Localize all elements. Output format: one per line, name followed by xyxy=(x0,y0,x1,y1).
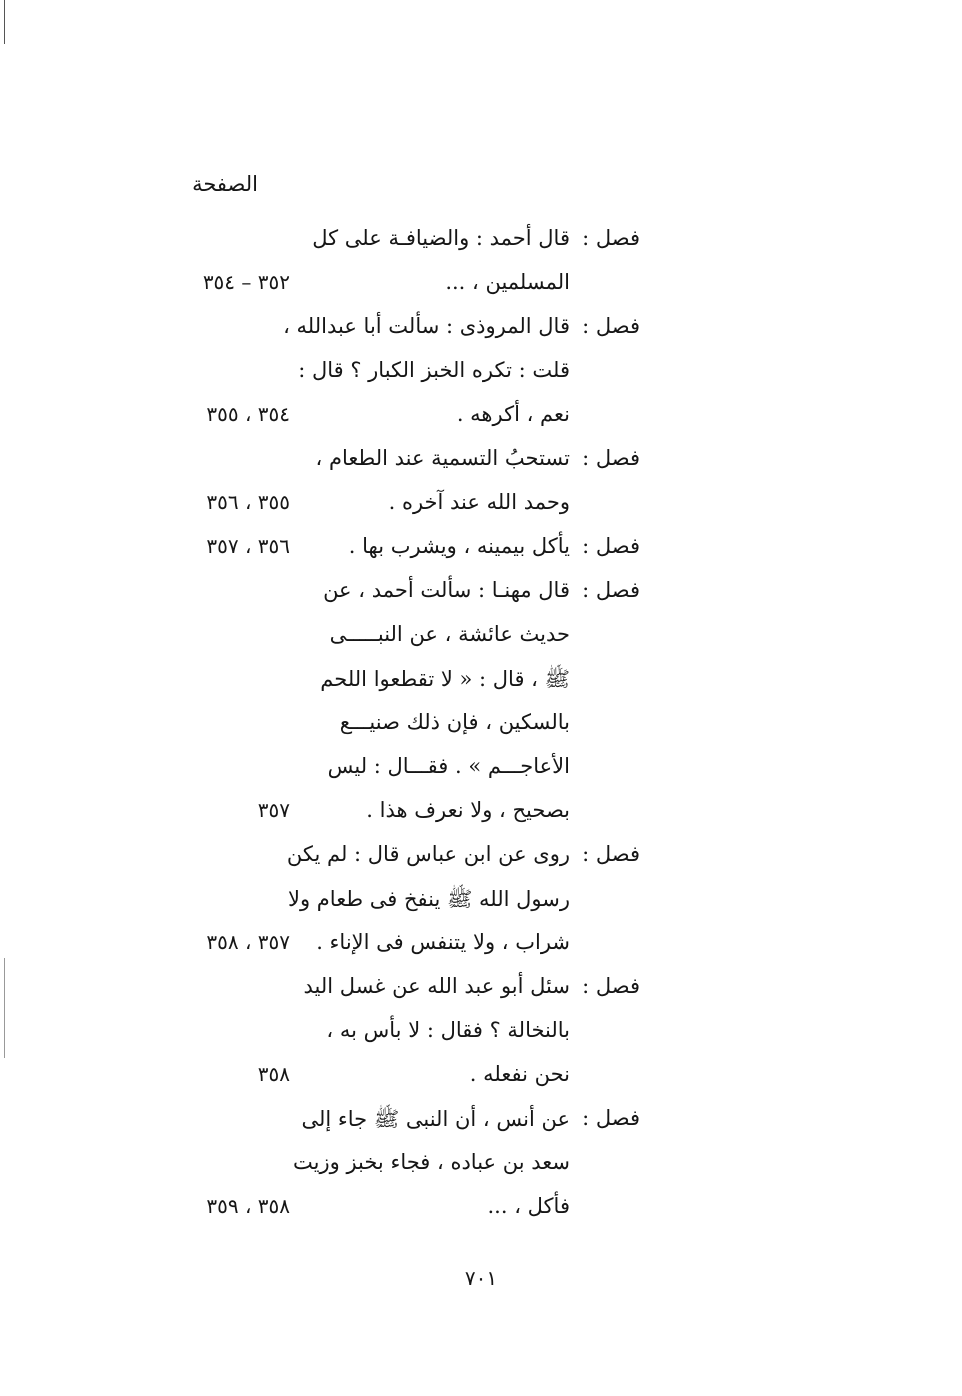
index-line xyxy=(140,264,640,308)
index-line xyxy=(140,528,640,572)
index-line xyxy=(140,352,640,396)
section-label: فصل : xyxy=(582,314,640,338)
index-line xyxy=(140,968,640,1012)
entry-text: عن أنس ، أن النبى ﷺ جاء إلى xyxy=(301,1107,570,1131)
entry-text: فأكل ، ... xyxy=(487,1194,570,1218)
index-line xyxy=(140,1056,640,1100)
section-label: فصل : xyxy=(582,226,640,250)
entry-text: قلت : تكره الخبز الكبار ؟ قال : xyxy=(298,358,570,382)
page-reference: ٣٥٥ ، ٣٥٦ xyxy=(206,490,290,514)
index-line xyxy=(140,660,640,704)
entry-text: يأكل بيمينه ، ويشرب بها . xyxy=(348,534,570,558)
entry-text: المسلمين ، ... xyxy=(445,270,570,294)
index-line xyxy=(140,220,640,264)
page-reference: ٣٥٨ ، ٣٥٩ xyxy=(206,1194,290,1218)
index-list xyxy=(140,220,640,1232)
page-reference: ٣٥٧ xyxy=(257,798,290,822)
entry-text: رسول الله ﷺ ينفخ فى طعام ولا xyxy=(288,887,570,911)
entry-text: ﷺ ، قال : « لا تقطعوا اللحم xyxy=(320,667,570,691)
index-line xyxy=(140,1012,640,1056)
entry-text: وحمد الله عند آخره . xyxy=(388,490,570,514)
page-number: ٧٠١ xyxy=(464,1266,498,1290)
entry-text: سئل أبو عبد الله عن غسل اليد xyxy=(303,974,570,998)
index-line xyxy=(140,836,640,880)
section-label: فصل : xyxy=(582,578,640,602)
index-line xyxy=(140,880,640,924)
index-line xyxy=(140,924,640,968)
index-line xyxy=(140,396,640,440)
page-reference: ٣٥٢ – ٣٥٤ xyxy=(202,270,290,294)
section-label: فصل : xyxy=(582,446,640,470)
entry-text: الأعاجـــم » . فقـــال : ليس xyxy=(327,754,570,778)
entry-text: نحن نفعله . xyxy=(469,1062,570,1086)
section-label: فصل : xyxy=(582,1106,640,1130)
page-reference: ٣٥٦ ، ٣٥٧ xyxy=(206,534,290,558)
entry-text: قال أحمد : والضيافـة على كل xyxy=(312,226,570,250)
entry-text: حديث عائشة ، عن النبـــــى xyxy=(329,622,570,646)
entry-text: شراب ، ولا يتنفس فى الإناء . xyxy=(316,930,570,954)
page-column-header: الصفحة xyxy=(192,172,258,196)
entry-text: قال المروذى : سألت أبا عبدالله ، xyxy=(283,314,570,338)
entry-text: نعم ، أكرهه . xyxy=(456,402,570,426)
index-line xyxy=(140,440,640,484)
page-reference: ٣٥٤ ، ٣٥٥ xyxy=(206,402,290,426)
index-line xyxy=(140,1144,640,1188)
page-reference: ٣٥٧ ، ٣٥٨ xyxy=(206,930,290,954)
section-label: فصل : xyxy=(582,974,640,998)
section-label: فصل : xyxy=(582,842,640,866)
scan-edge-line xyxy=(4,958,5,1058)
entry-text: قال مهنـا : سألت أحمد ، عن xyxy=(323,578,570,602)
entry-text: روى عن ابن عباس قال : لم يكن xyxy=(286,842,570,866)
section-label: فصل : xyxy=(582,534,640,558)
entry-text: بصحيح ، ولا نعرف هذا . xyxy=(366,798,570,822)
index-line xyxy=(140,572,640,616)
index-line xyxy=(140,704,640,748)
index-line xyxy=(140,484,640,528)
index-line xyxy=(140,616,640,660)
page-reference: ٣٥٨ xyxy=(257,1062,290,1086)
index-line xyxy=(140,792,640,836)
scan-edge-line xyxy=(4,0,5,44)
index-line xyxy=(140,308,640,352)
index-line xyxy=(140,1100,640,1144)
index-line xyxy=(140,1188,640,1232)
entry-text: تستحبُ التسمية عند الطعام ، xyxy=(315,446,570,470)
entry-text: بالنخالة ؟ فقال : لا بأس به ، xyxy=(326,1018,570,1042)
entry-text: سعد بن عباده ، فجاء بخبز وزيت xyxy=(293,1150,570,1174)
index-line xyxy=(140,748,640,792)
entry-text: بالسكين ، فإن ذلك صنيـــع xyxy=(339,710,570,734)
